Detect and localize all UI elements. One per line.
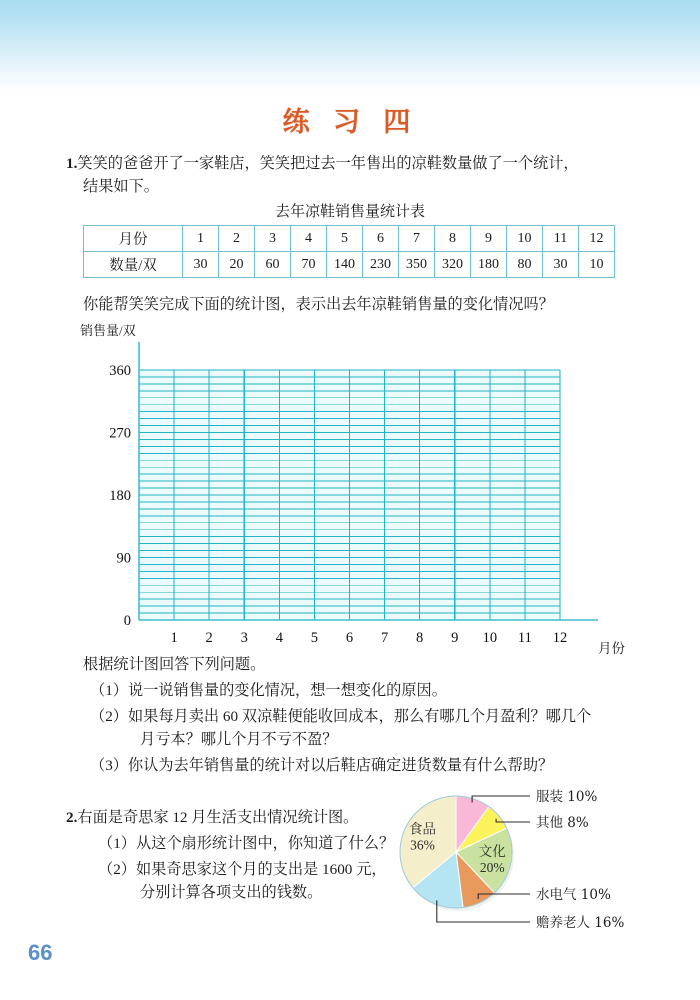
question-1-line-1 — [66, 152, 579, 175]
table-cell-quantity: 30 — [183, 252, 219, 278]
table-cell-month: 11 — [543, 226, 579, 252]
table-cell-quantity: 30 — [543, 252, 579, 278]
table-cell-quantity: 140 — [327, 252, 363, 278]
question-2-number: 2. — [66, 809, 78, 826]
table-cell-quantity: 320 — [435, 252, 471, 278]
pie-chart-svg — [380, 782, 680, 942]
question-2-item-2: （2）如果奇思家这个月的支出是 1600 元， — [98, 861, 387, 878]
chart-x-tick-label: 5 — [310, 630, 319, 646]
table-cell-quantity: 80 — [507, 252, 543, 278]
table-cell-month: 7 — [399, 226, 435, 252]
table-cell-quantity: 180 — [471, 252, 507, 278]
table-header-month: 月份 — [84, 226, 183, 252]
question-1-subprompt: 根据统计图回答下列问题。 — [83, 656, 266, 673]
chart-x-tick-label: 3 — [240, 630, 248, 646]
pie-value-文化: 20% — [479, 859, 505, 875]
table-cell-month: 2 — [219, 226, 255, 252]
table-cell-month: 10 — [507, 226, 543, 252]
pie-value-食品: 36% — [410, 837, 435, 853]
chart-y-tick-label: 180 — [109, 488, 131, 504]
page-title: 练 习 四 — [282, 107, 418, 138]
chart-x-tick-label: 10 — [482, 630, 498, 646]
chart-y-tick-label: 360 — [109, 363, 131, 379]
table-cell-month: 6 — [363, 226, 399, 252]
question-2-item-2-cont: 分别计算各项支出的钱数。 — [140, 884, 323, 901]
table-cell-quantity: 10 — [579, 252, 615, 278]
table-cell-quantity: 230 — [363, 252, 399, 278]
line-chart-grid — [78, 330, 598, 650]
chart-x-tick-label: 8 — [416, 630, 424, 646]
table-cell-month: 12 — [579, 226, 615, 252]
chart-y-tick-label: 270 — [109, 425, 131, 442]
pie-callout-水电气: 水电气 10% — [536, 887, 611, 903]
table-header-quantity: 数量/双 — [84, 252, 183, 278]
table-row-quantities — [84, 252, 615, 278]
table-caption: 去年凉鞋销售量统计表 — [274, 204, 425, 220]
chart-svg — [78, 330, 598, 650]
pie-callout-其他: 其他 8% — [536, 815, 589, 831]
table-cell-month: 9 — [471, 226, 507, 252]
chart-x-tick-label: 4 — [275, 630, 283, 646]
question-1-item-3: （3）你认为去年销售量的统计对以后鞋店确定进货数量有什么帮助？ — [90, 757, 554, 774]
sales-statistics-table — [83, 225, 615, 278]
chart-x-tick-label: 7 — [380, 630, 389, 646]
table-cell-month: 4 — [291, 226, 327, 252]
question-1-prompt: 你能帮笑笑完成下面的统计图，表示出去年凉鞋销售量的变化情况吗？ — [83, 296, 554, 313]
question-1-item-2-cont: 月亏本？哪儿个月不亏不盈？ — [140, 731, 338, 748]
pie-callout-服装: 服装 10% — [536, 789, 598, 805]
question-1-item-2: （2）如果每月卖出 60 双凉鞋便能收回成本，那么有哪几个月盈利？哪几个 — [90, 708, 592, 725]
chart-x-tick-label: 11 — [517, 630, 532, 646]
question-2-item-1: （1）从这个扇形统计图中，你知道了什么？ — [98, 835, 395, 852]
chart-x-axis-label: 月份 — [598, 641, 625, 656]
chart-x-tick-label: 2 — [205, 630, 213, 646]
chart-x-tick-label: 1 — [170, 630, 178, 646]
chart-x-tick-label: 6 — [345, 630, 354, 646]
chart-x-tick-label: 9 — [451, 630, 459, 646]
table-cell-quantity: 60 — [255, 252, 291, 278]
header-gradient-band — [0, 0, 700, 92]
question-1-number: 1. — [66, 155, 78, 172]
table-cell-quantity: 20 — [219, 252, 255, 278]
question-1-line-2: 结果如下。 — [83, 178, 159, 195]
pie-label-食品: 食品 — [409, 821, 437, 838]
table-row-months — [84, 226, 615, 252]
table-cell-month: 8 — [435, 226, 471, 252]
table-cell-month: 3 — [255, 226, 291, 252]
chart-y-tick-label: 0 — [123, 613, 131, 629]
chart-y-axis-label: 销售量/双 — [80, 323, 136, 338]
table-cell-month: 1 — [183, 226, 219, 252]
pie-chart — [380, 782, 680, 942]
pie-label-文化: 文化 — [478, 843, 506, 860]
chart-x-tick-label: 12 — [552, 630, 568, 646]
pie-callout-赡养老人: 赡养老人 16% — [536, 915, 625, 931]
question-2-text: 右面是奇思家 12 月生活支出情况统计图。 — [77, 809, 359, 826]
question-1-text: 笑笑的爸爸开了一家鞋店，笑笑把过去一年售出的凉鞋数量做了一个统计， — [77, 155, 579, 172]
table-cell-quantity: 70 — [291, 252, 327, 278]
page-number: 66 — [28, 940, 53, 965]
table-cell-quantity: 350 — [399, 252, 435, 278]
chart-y-tick-label: 90 — [116, 550, 131, 567]
question-2-line-1 — [66, 806, 358, 829]
question-1-item-1: （1）说一说销售量的变化情况，想一想变化的原因。 — [90, 682, 447, 699]
table-cell-month: 5 — [327, 226, 363, 252]
